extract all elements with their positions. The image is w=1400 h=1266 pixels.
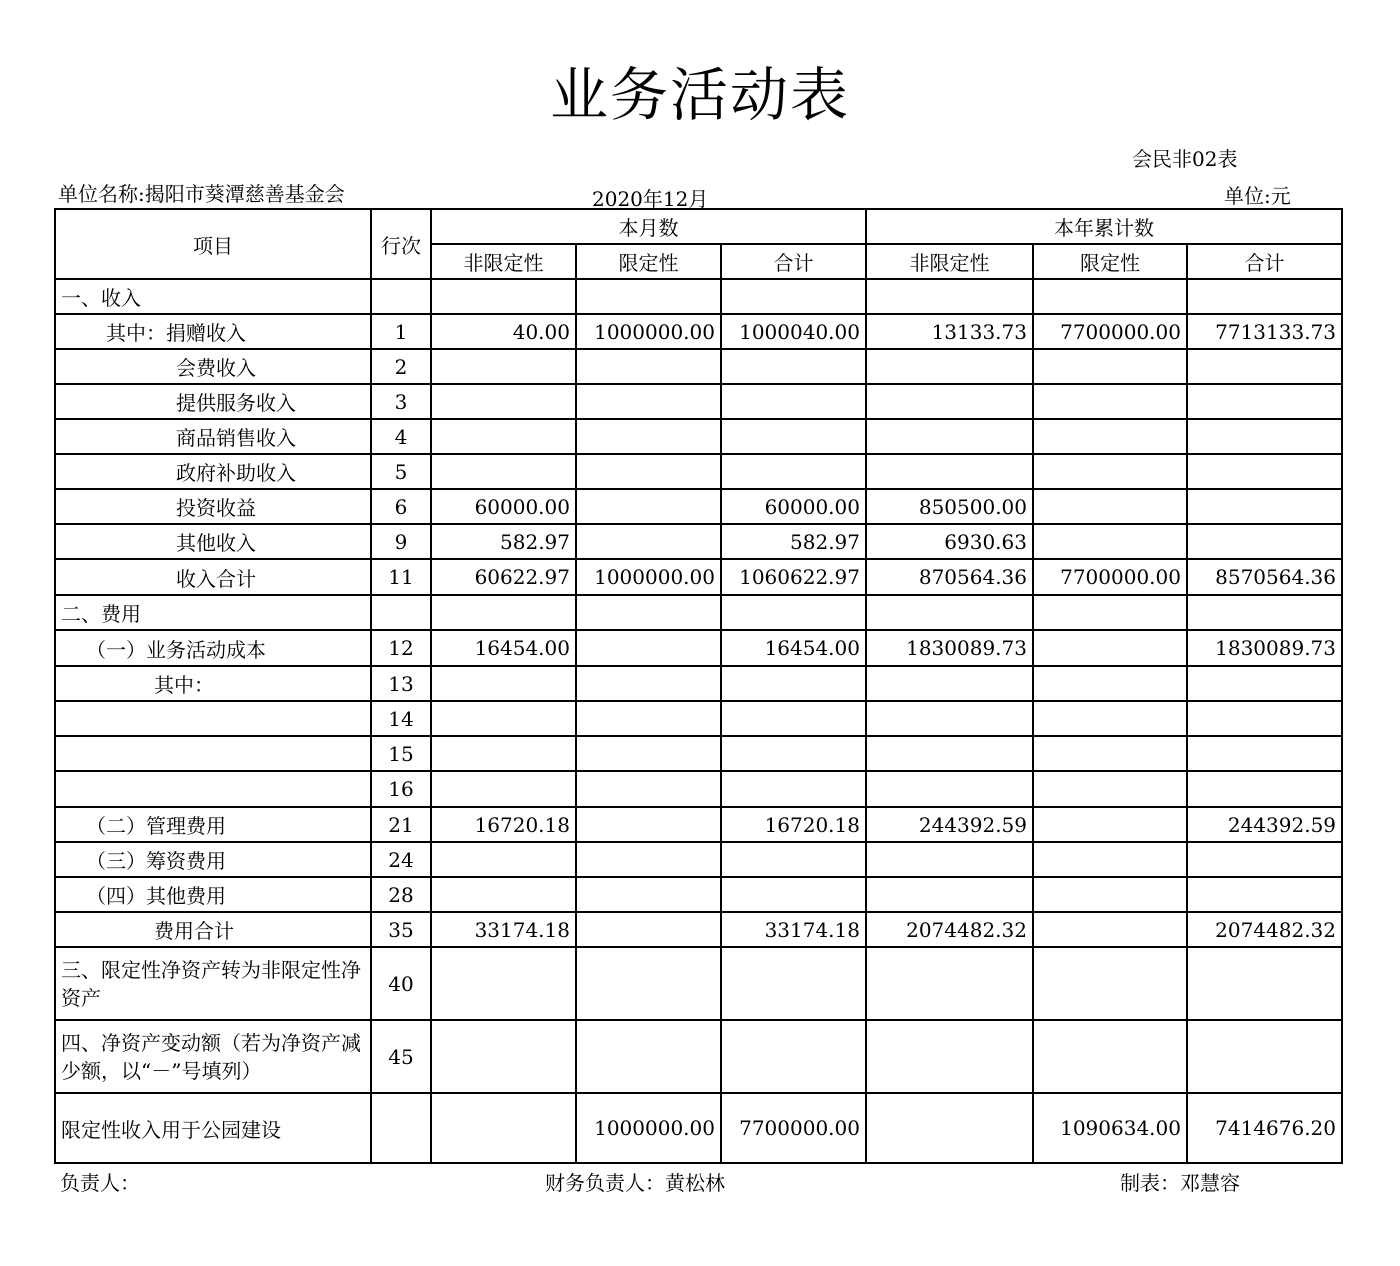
footer-preparer: 制表：邓慧容: [1120, 1171, 1240, 1195]
header-month-total: 合计: [721, 244, 866, 279]
table-row: [55, 454, 1342, 489]
row-label: 政府补助收入: [55, 454, 371, 489]
header-month-group: 本月数: [431, 209, 866, 244]
cell-m-u: [431, 701, 576, 736]
cell-m-t: [721, 666, 866, 701]
cell-y-r: [1033, 842, 1187, 877]
cell-y-t: 1830089.73: [1187, 630, 1342, 666]
table-row: [55, 1093, 1342, 1163]
cell-y-u: [866, 349, 1033, 384]
row-line-no: 2: [371, 349, 431, 384]
cell-m-t: 16720.18: [721, 807, 866, 842]
header-row-group: [55, 209, 1342, 244]
cell-y-u: 850500.00: [866, 489, 1033, 524]
cell-m-t: [721, 771, 866, 807]
row-line-no: 4: [371, 419, 431, 454]
cell-m-t: [721, 349, 866, 384]
cell-m-u: [431, 349, 576, 384]
cell-m-t: [721, 1020, 866, 1093]
cell-y-r: [1033, 419, 1187, 454]
cell-y-r: [1033, 771, 1187, 807]
row-line-no: 21: [371, 807, 431, 842]
table-row: [55, 877, 1342, 912]
row-line-no: 14: [371, 701, 431, 736]
cell-m-u: 60622.97: [431, 559, 576, 595]
row-line-no: 15: [371, 736, 431, 771]
cell-m-u: 16454.00: [431, 630, 576, 666]
cell-y-u: 870564.36: [866, 559, 1033, 595]
row-line-no: 16: [371, 771, 431, 807]
cell-m-u: 40.00: [431, 314, 576, 349]
row-label: （一）业务活动成本: [55, 630, 371, 666]
footer-finance-head: 财务负责人：黄松林: [545, 1171, 725, 1195]
table-row: [55, 314, 1342, 349]
cell-y-u: [866, 842, 1033, 877]
cell-y-u: [866, 1093, 1033, 1163]
cell-m-u: [431, 454, 576, 489]
row-label: 收入合计: [55, 559, 371, 595]
table-row: [55, 807, 1342, 842]
cell-y-u: [866, 1020, 1033, 1093]
cell-m-u: [431, 1093, 576, 1163]
cell-m-t: [721, 279, 866, 314]
cell-y-u: 6930.63: [866, 524, 1033, 559]
row-label: 一、收入: [55, 279, 371, 314]
cell-m-r: [576, 701, 721, 736]
cell-y-t: [1187, 701, 1342, 736]
cell-y-r: [1033, 912, 1187, 947]
cell-m-t: [721, 701, 866, 736]
cell-m-u: [431, 877, 576, 912]
cell-m-t: [721, 595, 866, 630]
cell-m-u: 33174.18: [431, 912, 576, 947]
cell-y-u: [866, 384, 1033, 419]
cell-m-r: [576, 489, 721, 524]
row-label: 会费收入: [55, 349, 371, 384]
row-label: 四、净资产变动额（若为净资产减少额，以“－”号填列）: [55, 1020, 371, 1093]
cell-m-t: 1060622.97: [721, 559, 866, 595]
cell-m-u: 60000.00: [431, 489, 576, 524]
table-row: [55, 349, 1342, 384]
cell-y-t: [1187, 384, 1342, 419]
cell-y-t: 7414676.20: [1187, 1093, 1342, 1163]
cell-m-t: 16454.00: [721, 630, 866, 666]
table-row: [55, 595, 1342, 630]
row-label: （四）其他费用: [55, 877, 371, 912]
cell-m-r: [576, 771, 721, 807]
cell-m-r: 1000000.00: [576, 559, 721, 595]
cell-m-u: [431, 1020, 576, 1093]
cell-m-u: [431, 666, 576, 701]
table-row: [55, 630, 1342, 666]
header-month-restricted: 限定性: [576, 244, 721, 279]
row-label: [55, 701, 371, 736]
cell-y-t: [1187, 419, 1342, 454]
cell-m-t: [721, 877, 866, 912]
cell-y-t: [1187, 666, 1342, 701]
row-line-no: 6: [371, 489, 431, 524]
row-line-no: 28: [371, 877, 431, 912]
row-line-no: 40: [371, 947, 431, 1020]
cell-y-u: [866, 279, 1033, 314]
cell-m-u: [431, 595, 576, 630]
cell-y-t: [1187, 842, 1342, 877]
cell-y-u: 244392.59: [866, 807, 1033, 842]
cell-y-u: [866, 454, 1033, 489]
cell-y-u: [866, 736, 1033, 771]
cell-y-r: [1033, 384, 1187, 419]
cell-y-r: 7700000.00: [1033, 314, 1187, 349]
cell-m-u: [431, 384, 576, 419]
header-year-unrestricted: 非限定性: [866, 244, 1033, 279]
cell-m-r: [576, 419, 721, 454]
row-label: 二、费用: [55, 595, 371, 630]
cell-m-t: 60000.00: [721, 489, 866, 524]
header-year-group: 本年累计数: [866, 209, 1342, 244]
row-line-no: 45: [371, 1020, 431, 1093]
row-line-no: 5: [371, 454, 431, 489]
cell-y-t: [1187, 877, 1342, 912]
cell-m-r: 1000000.00: [576, 1093, 721, 1163]
cell-m-r: [576, 384, 721, 419]
cell-m-u: [431, 842, 576, 877]
cell-m-u: 582.97: [431, 524, 576, 559]
cell-m-r: [576, 666, 721, 701]
cell-m-u: [431, 419, 576, 454]
row-label: 费用合计: [55, 912, 371, 947]
cell-m-r: [576, 349, 721, 384]
cell-y-r: [1033, 877, 1187, 912]
cell-m-r: [576, 947, 721, 1020]
table-row: [55, 771, 1342, 807]
row-line-no: 35: [371, 912, 431, 947]
cell-y-t: [1187, 1020, 1342, 1093]
cell-m-u: [431, 771, 576, 807]
cell-m-r: [576, 595, 721, 630]
header-item: 项目: [55, 209, 371, 279]
cell-m-r: [576, 630, 721, 666]
currency-unit: 单位:元: [1224, 184, 1291, 208]
row-label: 提供服务收入: [55, 384, 371, 419]
cell-m-r: [576, 524, 721, 559]
form-code: 会民非02表: [1132, 147, 1238, 171]
row-label: 其他收入: [55, 524, 371, 559]
row-label: 其中：: [55, 666, 371, 701]
cell-m-r: [576, 1020, 721, 1093]
table-row: [55, 947, 1342, 1020]
cell-m-u: [431, 947, 576, 1020]
cell-y-u: [866, 877, 1033, 912]
cell-m-r: 1000000.00: [576, 314, 721, 349]
cell-m-r: [576, 807, 721, 842]
cell-y-u: 1830089.73: [866, 630, 1033, 666]
header-year-total: 合计: [1187, 244, 1342, 279]
cell-m-t: 7700000.00: [721, 1093, 866, 1163]
table-row: [55, 524, 1342, 559]
cell-y-u: [866, 947, 1033, 1020]
footer-principal: 负责人：: [60, 1171, 140, 1195]
cell-y-t: [1187, 736, 1342, 771]
row-line-no: 24: [371, 842, 431, 877]
cell-y-t: 7713133.73: [1187, 314, 1342, 349]
cell-y-r: [1033, 807, 1187, 842]
cell-y-r: 1090634.00: [1033, 1093, 1187, 1163]
row-line-no: 1: [371, 314, 431, 349]
cell-y-t: 244392.59: [1187, 807, 1342, 842]
cell-m-t: [721, 454, 866, 489]
cell-y-r: [1033, 701, 1187, 736]
cell-y-u: [866, 419, 1033, 454]
table-row: [55, 1020, 1342, 1093]
cell-y-r: [1033, 349, 1187, 384]
cell-m-u: 16720.18: [431, 807, 576, 842]
row-label: 三、限定性净资产转为非限定性净资产: [55, 947, 371, 1020]
table-row: [55, 559, 1342, 595]
cell-y-u: 2074482.32: [866, 912, 1033, 947]
cell-m-t: [721, 384, 866, 419]
cell-m-t: 33174.18: [721, 912, 866, 947]
row-line-no: [371, 279, 431, 314]
cell-y-t: [1187, 524, 1342, 559]
cell-y-r: [1033, 630, 1187, 666]
table-row: [55, 489, 1342, 524]
row-line-no: 9: [371, 524, 431, 559]
row-line-no: 11: [371, 559, 431, 595]
cell-m-r: [576, 877, 721, 912]
cell-y-u: [866, 771, 1033, 807]
header-year-restricted: 限定性: [1033, 244, 1187, 279]
table-row: [55, 701, 1342, 736]
header-month-unrestricted: 非限定性: [431, 244, 576, 279]
table-row: [55, 419, 1342, 454]
table-row: [55, 842, 1342, 877]
cell-y-r: [1033, 947, 1187, 1020]
table-row: [55, 384, 1342, 419]
cell-y-r: [1033, 736, 1187, 771]
row-label: （三）筹资费用: [55, 842, 371, 877]
table-row: [55, 912, 1342, 947]
cell-m-t: [721, 842, 866, 877]
table-row: [55, 666, 1342, 701]
cell-m-r: [576, 279, 721, 314]
row-line-no: [371, 595, 431, 630]
cell-y-t: [1187, 279, 1342, 314]
cell-y-r: [1033, 524, 1187, 559]
header-line-no: 行次: [371, 209, 431, 279]
cell-m-u: [431, 736, 576, 771]
row-label: 投资收益: [55, 489, 371, 524]
cell-m-t: [721, 419, 866, 454]
cell-y-r: [1033, 279, 1187, 314]
unit-name: 单位名称:揭阳市葵潭慈善基金会: [58, 182, 345, 206]
cell-y-t: [1187, 349, 1342, 384]
report-title: 业务活动表: [549, 61, 850, 129]
row-label: [55, 736, 371, 771]
cell-m-u: [431, 279, 576, 314]
row-label: 其中：捐赠收入: [55, 314, 371, 349]
cell-y-t: 2074482.32: [1187, 912, 1342, 947]
cell-m-t: 1000040.00: [721, 314, 866, 349]
row-label: [55, 771, 371, 807]
cell-y-t: [1187, 454, 1342, 489]
table-row: [55, 279, 1342, 314]
cell-y-r: [1033, 1020, 1187, 1093]
cell-y-t: [1187, 947, 1342, 1020]
cell-m-t: [721, 736, 866, 771]
cell-y-u: [866, 595, 1033, 630]
cell-m-r: [576, 912, 721, 947]
row-line-no: 3: [371, 384, 431, 419]
cell-m-r: [576, 736, 721, 771]
report-period: 2020年12月: [592, 187, 709, 211]
row-label: 限定性收入用于公园建设: [55, 1093, 371, 1163]
cell-m-r: [576, 454, 721, 489]
cell-y-t: [1187, 771, 1342, 807]
cell-m-t: [721, 947, 866, 1020]
cell-y-u: [866, 701, 1033, 736]
cell-y-r: [1033, 454, 1187, 489]
row-line-no: [371, 1093, 431, 1163]
row-label: 商品销售收入: [55, 419, 371, 454]
row-line-no: 13: [371, 666, 431, 701]
cell-y-t: 8570564.36: [1187, 559, 1342, 595]
row-line-no: 12: [371, 630, 431, 666]
table-row: [55, 736, 1342, 771]
cell-y-t: [1187, 489, 1342, 524]
cell-y-r: [1033, 595, 1187, 630]
cell-y-t: [1187, 595, 1342, 630]
row-label: （二）管理费用: [55, 807, 371, 842]
cell-y-r: [1033, 489, 1187, 524]
cell-y-r: [1033, 666, 1187, 701]
cell-m-r: [576, 842, 721, 877]
activity-report-table: [54, 208, 1343, 1164]
cell-y-u: [866, 666, 1033, 701]
cell-y-u: 13133.73: [866, 314, 1033, 349]
cell-m-t: 582.97: [721, 524, 866, 559]
cell-y-r: 7700000.00: [1033, 559, 1187, 595]
